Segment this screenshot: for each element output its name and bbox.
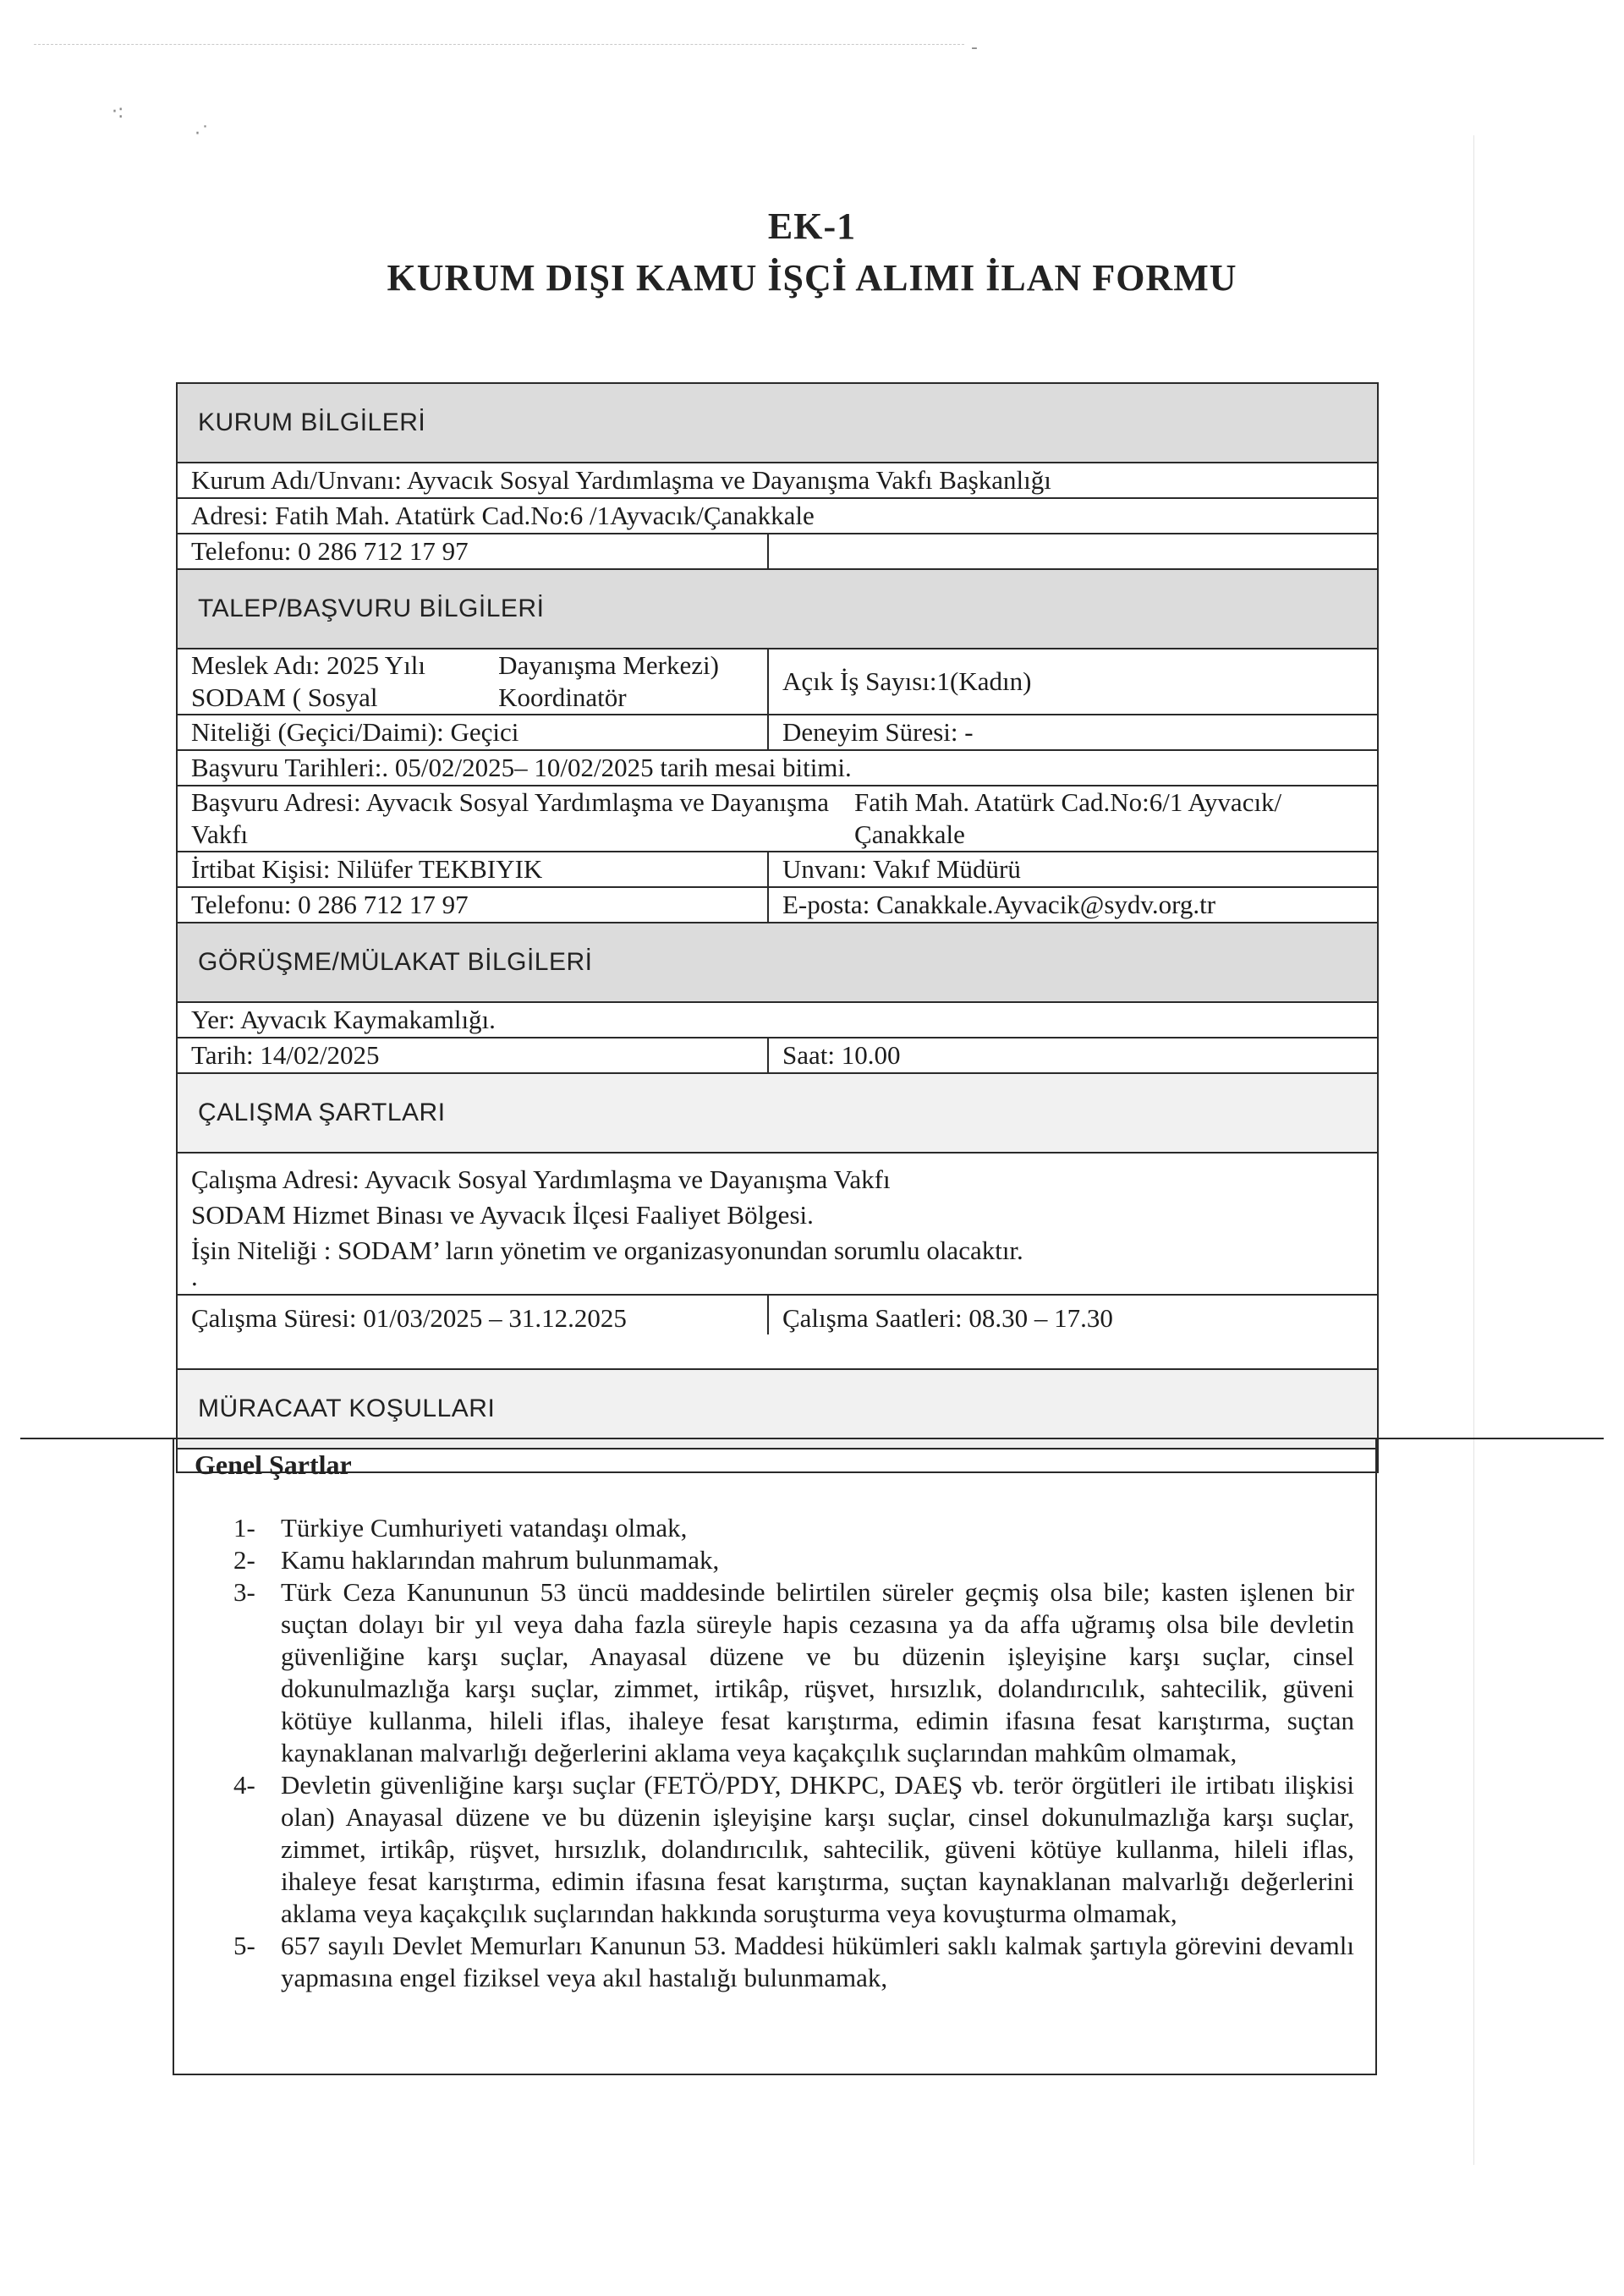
kurum-name: Kurum Adı/Unvanı: Ayvacık Sosyal Yardımlaşma ve Dayanışma Vakfı Başkanlığı xyxy=(191,465,1051,495)
condition-item xyxy=(233,1930,1354,1994)
section-talep-basvuru: TALEP/BAŞVURU BİLGİLERİ xyxy=(178,570,1377,649)
genel-sartlar-box xyxy=(173,1439,1377,2075)
document-heading xyxy=(0,201,1624,304)
condition-item xyxy=(233,1512,1354,1544)
condition-item xyxy=(233,1576,1354,1769)
meslek-line-1: Meslek Adı: 2025 Yılı SODAM ( Sosyal xyxy=(191,650,425,712)
genel-sartlar-title: Genel Şartlar xyxy=(195,1449,352,1480)
condition-number: 3- xyxy=(233,1577,255,1607)
scan-speck: - xyxy=(971,37,978,58)
kurum-phone-empty xyxy=(769,534,1377,568)
gorusme-tarih-row xyxy=(178,1038,1377,1074)
calisma-dot: . xyxy=(191,1262,198,1291)
acik-is-sayisi: Açık İş Sayısı:1(Kadın) xyxy=(782,666,1032,696)
irtibat-row xyxy=(178,852,1377,888)
kurum-address: Adresi: Fatih Mah. Atatürk Cad.No:6 /1Ayvacık/Çanakkale xyxy=(191,501,815,530)
basvuru-tarihleri-row xyxy=(178,751,1377,786)
gorusme-saat: Saat: 10.00 xyxy=(782,1040,901,1070)
isin-niteligi: İşin Niteliği : SODAM’ ların yönetim ve organizasyonundan sorumlu olacaktır. xyxy=(191,1236,1023,1265)
conditions-list xyxy=(233,1512,1354,1994)
calisma-suresi: Çalışma Süresi: 01/03/2025 – 31.12.2025 xyxy=(178,1296,769,1334)
basvuru-adresi-line-2: Fatih Mah. Atatürk Cad.No:6/1 Ayvacık/Çanakkale xyxy=(854,787,1282,849)
gorusme-yer-row xyxy=(178,1003,1377,1038)
unvan: Unvanı: Vakıf Müdürü xyxy=(782,854,1021,884)
contact-row xyxy=(178,888,1377,923)
scan-speck: ·˙ xyxy=(195,123,210,145)
calisma-detay xyxy=(178,1153,1377,1296)
nitelik: Niteliği (Geçici/Daimi): Geçici xyxy=(178,715,769,749)
gorusme-yer: Yer: Ayvacık Kaymakamlığı. xyxy=(191,1005,496,1034)
contact-phone: Telefonu: 0 286 712 17 97 xyxy=(178,888,769,922)
scan-top-rule xyxy=(34,44,964,45)
calisma-sure-row xyxy=(178,1296,1377,1370)
meslek-row xyxy=(178,649,1377,715)
announcement-form xyxy=(176,382,1379,1473)
condition-number: 2- xyxy=(233,1545,255,1575)
condition-item xyxy=(233,1544,1354,1576)
scan-speck: ·: xyxy=(112,101,124,123)
condition-item xyxy=(233,1769,1354,1930)
nitelik-row xyxy=(178,715,1377,751)
kurum-phone: Telefonu: 0 286 712 17 97 xyxy=(178,534,769,568)
irtibat-kisisi: İrtibat Kişisi: Nilüfer TEKBIYIK xyxy=(178,852,769,886)
gorusme-tarih: Tarih: 14/02/2025 xyxy=(178,1038,769,1072)
calisma-adresi-line-2: SODAM Hizmet Binası ve Ayvacık İlçesi Faaliyet Bölgesi. xyxy=(191,1200,814,1230)
section-muracaat-kosullari: MÜRACAAT KOŞULLARI xyxy=(178,1370,1377,1449)
section-calisma-sartlari: ÇALIŞMA ŞARTLARI xyxy=(178,1074,1377,1153)
condition-text: Türk Ceza Kanununun 53 üncü maddesinde belirtilen süreler geçmiş olsa bile; kasten işlenen bir suçtan dolayı bir yıl veya daha fazla süreyle hapis cezasına ya da affa uğramış olsa bile devletin güvenliğine karşı suçlar, Anayasal düzene ve bu düzenin işleyişine karşı suçlar, cinsel dokunulmazlığa karşı suçlar, zimmet, irtikâp, rüşvet, hırsızlık, dolandırıcılık, sahtecilik, güveni kötüye kullanma, hileli iflas, ihaleye fesat karıştırma, edimin ifasına fesat karıştırma, suçtan kaynaklanan malvarlığı değerlerini aklama veya kaçakçılık suçlarından mahkûm olmamak, xyxy=(281,1577,1354,1767)
kurum-name-row xyxy=(178,463,1377,499)
calisma-adresi-line-1: Çalışma Adresi: Ayvacık Sosyal Yardımlaşma ve Dayanışma Vakfı xyxy=(191,1164,891,1194)
condition-text: 657 sayılı Devlet Memurları Kanunun 53. Maddesi hükümleri saklı kalmak şartıyla görevini devamlı yapmasına engel fiziksel veya akıl hastalığı bulunmamak, xyxy=(281,1931,1354,1992)
condition-text: Türkiye Cumhuriyeti vatandaşı olmak, xyxy=(281,1513,688,1543)
condition-number: 4- xyxy=(233,1770,255,1800)
contact-email: E-posta: Canakkale.Ayvacik@sydv.org.tr xyxy=(782,890,1216,919)
deneyim-suresi: Deneyim Süresi: - xyxy=(782,717,974,747)
condition-number: 5- xyxy=(233,1931,255,1960)
basvuru-adresi-row xyxy=(178,786,1377,852)
document-code: EK-1 xyxy=(767,205,857,247)
kurum-address-row xyxy=(178,499,1377,534)
basvuru-adresi xyxy=(178,786,1377,851)
condition-text: Kamu haklarından mahrum bulunmamak, xyxy=(281,1545,720,1575)
section-kurum-bilgileri: KURUM BİLGİLERİ xyxy=(178,384,1377,463)
scan-edge-line xyxy=(1473,135,1474,2165)
basvuru-tarihleri: Başvuru Tarihleri:. 05/02/2025– 10/02/2025 tarih mesai bitimi. xyxy=(191,753,852,782)
condition-number: 1- xyxy=(233,1513,255,1543)
section-gorusme-mulakat: GÖRÜŞME/MÜLAKAT BİLGİLERİ xyxy=(178,923,1377,1003)
meslek-line-2: Dayanışma Merkezi) Koordinatör xyxy=(498,650,719,712)
calisma-saatleri: Çalışma Saatleri: 08.30 – 17.30 xyxy=(782,1303,1113,1333)
kurum-phone-row xyxy=(178,534,1377,570)
condition-text: Devletin güvenliğine karşı suçlar (FETÖ/PDY, DHKPC, DAEŞ vb. terör örgütleri ile irtibatı ilişkisi olan) Anayasal düzene ve bu düzenin işleyişine karşı suçlar, cinsel dokunulmazlığa karşı suçlar, zimmet, irtikâp, rüşvet, hırsızlık, dolandırıcılık, sahtecilik, güveni kötüye kullanma, hileli iflas, ihaleye fesat karıştırma, edimin ifasına fesat karıştırma, suçtan kaynaklanan malvarlığı değerlerini aklama veya kaçakçılık suçlarından hakkında soruşturma veya kovuşturma olmamak, xyxy=(281,1770,1354,1928)
meslek-cell xyxy=(178,649,769,714)
basvuru-adresi-line-1: Başvuru Adresi: Ayvacık Sosyal Yardımlaşma ve Dayanışma Vakfı xyxy=(191,787,829,849)
document-title: KURUM DIŞI KAMU İŞÇİ ALIMI İLAN FORMU xyxy=(387,257,1237,299)
